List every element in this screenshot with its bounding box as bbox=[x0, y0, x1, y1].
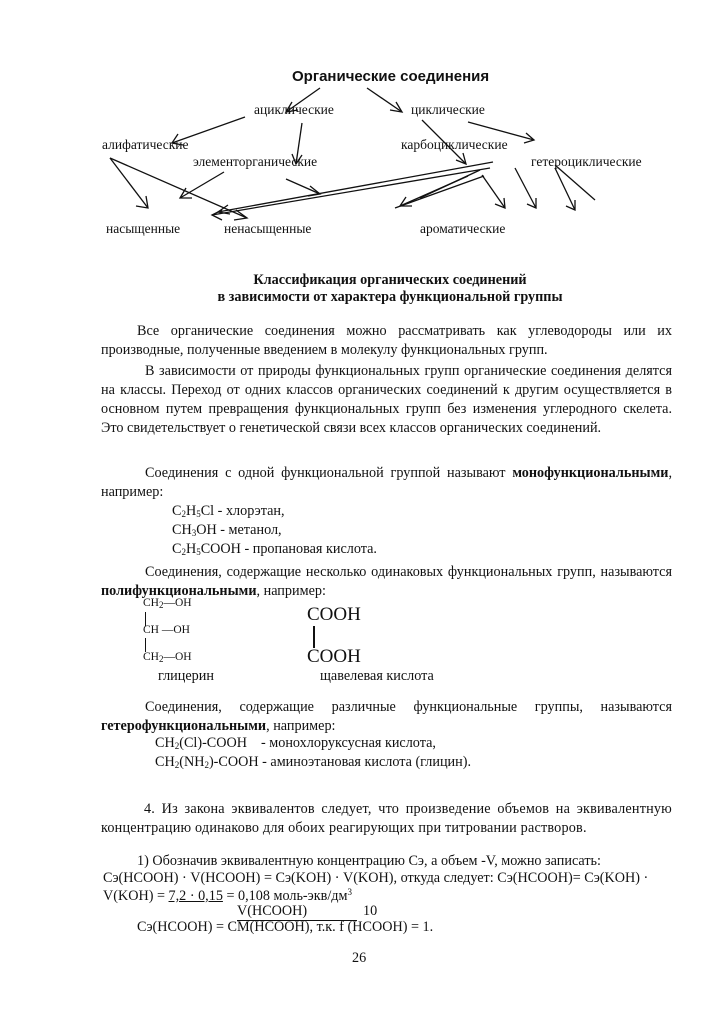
node-acyclic: ациклические bbox=[254, 102, 334, 117]
paragraph-classes: В зависимости от природы функциональных групп органические соединения делятся на классы. Переход от одних классов органических соединений к другим осуществляется в основном путем превращения функциональных групп без изменения углеродного скелета. Это свидетельствует о генетической связи всех классов органических соединений. bbox=[101, 363, 672, 436]
example-chloroacetic-name: - монохлоруксусная кислота, bbox=[261, 735, 436, 751]
heading-line-1: Классификация органических соединений bbox=[253, 272, 527, 288]
node-aromatic: ароматические bbox=[420, 221, 506, 236]
oxalic-acid-label: щавелевая кислота bbox=[320, 668, 434, 684]
node-carbocyclic: карбоциклические bbox=[401, 137, 508, 152]
node-elementorganic: элементорганические bbox=[193, 154, 318, 169]
page-number: 26 bbox=[352, 950, 367, 966]
node-unsaturated: ненасыщенные bbox=[224, 221, 312, 236]
paragraph-equivalents: 4. Из закона эквивалентов следует, что произведение объемов на эквивалентную концентрацию одинаково для обоих реагирующих при титровании растворов. bbox=[101, 801, 672, 836]
paragraph-notation: 1) Обозначив эквивалентную концентрацию Cэ, а объем -V, можно записать: bbox=[137, 853, 601, 869]
equation-fraction-numerator: V(HCOOH) 10 bbox=[237, 903, 378, 919]
equation-line-4: Cэ(HCOOH) = CM(HCOOH), т.к. f (HCOOH) = 1. bbox=[137, 919, 434, 935]
node-saturated: насыщенные bbox=[106, 221, 181, 236]
paragraph-polyfunctional: Соединения, содержащие несколько одинаковых функциональных групп, называются полифункциональными, например: bbox=[101, 564, 672, 599]
heading-line-2: в зависимости от характера функциональной группы bbox=[217, 289, 563, 305]
section-heading bbox=[100, 272, 680, 306]
glycerol-label: глицерин bbox=[158, 668, 214, 684]
term-heterofunctional: гетерофункциональными bbox=[101, 718, 267, 734]
node-cyclic: циклические bbox=[411, 102, 485, 117]
example-chloroacetic: $CH_2(Cl)$-COOH bbox=[155, 735, 247, 751]
example-propanoic-acid: $C_2H_5COOH$ - пропановая кислота. bbox=[172, 541, 377, 557]
paragraph-monofunctional: Соединения с одной функциональной группой называют монофункциональными, например: bbox=[101, 465, 672, 500]
example-glycine: $CH_2(NH_2)$-COOH - аминоэтановая кислота (глицин). bbox=[155, 754, 471, 770]
example-chloroethane: $C_2H_5Cl$ - хлорэтан, bbox=[172, 503, 285, 519]
paragraph-heterofunctional: Соединения, содержащие различные функциональные группы, называются гетерофункциональными, например: bbox=[101, 699, 672, 734]
node-aliphatic: алифатические bbox=[102, 137, 189, 152]
example-methanol: $CH_3OH$ - метанол, bbox=[172, 522, 282, 538]
term-polyfunctional: полифункциональными bbox=[101, 583, 257, 599]
diagram-title: Органические соединения bbox=[292, 68, 490, 85]
node-heterocyclic: гетероциклические bbox=[531, 154, 642, 169]
equation-line-1: Cэ(HCOOH) · V(HCOOH) = Cэ(KOH) · V(KOH), откуда следует: Cэ(HCOOH)= Cэ(KOH) · bbox=[103, 870, 649, 886]
term-monofunctional: монофункциональными bbox=[512, 465, 669, 481]
paragraph-intro: Все органические соединения можно рассматривать как углеводороды или их производные, полученные введением в молекулу функциональных групп. bbox=[101, 323, 672, 358]
equation-line-2: V(KOH) = 7,2 · 0,15 = 0,108 моль-$экв/дм^3$ bbox=[103, 887, 352, 904]
